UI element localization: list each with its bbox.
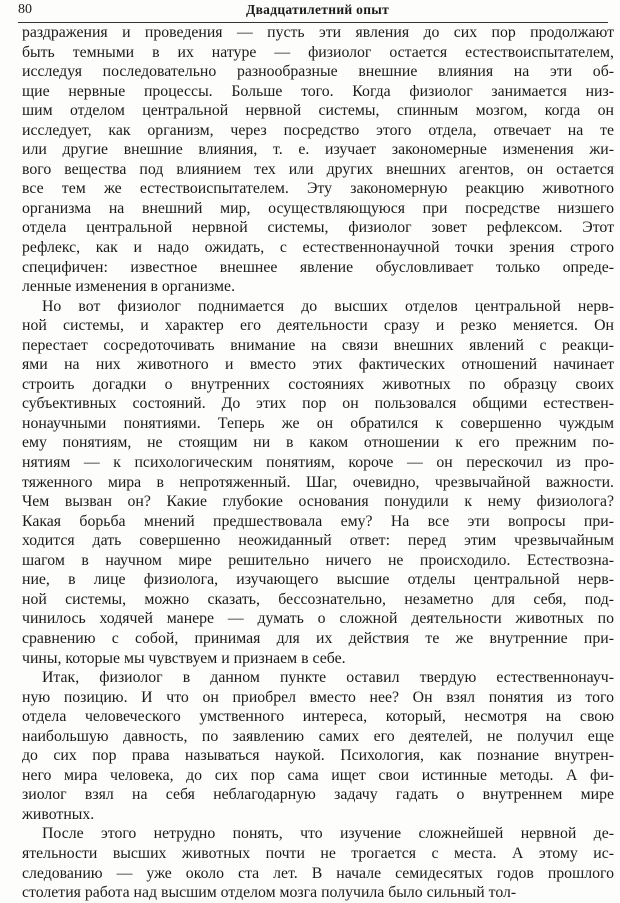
- text-line: ходится дать совершенно неожиданный ответ: перед этим чрезвычайным: [22, 532, 614, 550]
- text-line: щие нервные процессы. Больше того. Когда физиолог занимается низ-: [22, 82, 614, 100]
- text-line: ную позицию. И что он приобрел вместо нее? Он взял понятия из того: [22, 688, 614, 706]
- text-line: ленные изменения в организме.: [22, 278, 236, 296]
- text-line: или другие внешние влияния, т. е. изучает закономерные изменения жи-: [22, 141, 614, 159]
- paragraph: [22, 23, 614, 297]
- text-line: исследуя последовательно разнообразные внешние влияния на эти об-: [22, 63, 614, 81]
- running-title: Двадцатилетний опыт: [246, 2, 390, 17]
- text-line: перестает сосредоточивать внимание на связи внешних явлений с реакци-: [22, 336, 614, 354]
- text-line: рефлекс, как и надо ожидать, с естественнонаучной точки зрения строго: [22, 239, 614, 257]
- text-line: Какая борьба мнений предшествовала ему? На все эти вопросы при-: [22, 512, 614, 530]
- text-line: ной системы, можно сказать, бессознательно, незаметно для себя, под-: [22, 590, 614, 608]
- paragraph: [22, 668, 614, 824]
- page-body-text: [22, 23, 614, 903]
- text-line: зиолог взял на себя неблагодарную задачу гадать о внутреннем мире: [22, 786, 614, 804]
- text-line: чинилось ходячей манере — думать о сложной деятельности животных по: [22, 610, 614, 628]
- text-line: него мира человека, до сих пор сама ищет свои истинные методы. А фи-: [22, 766, 614, 784]
- text-line: ятельности высших животных почти не трогается с места. А этому ис-: [22, 844, 614, 862]
- text-line: столетия работа над высшим отделом мозга получила было сильный тол-: [22, 884, 517, 902]
- page-number: 80: [18, 2, 32, 17]
- text-line: быть темными в их натуре — физиолог остается естествоиспытателем,: [22, 43, 614, 61]
- text-line: вого вещества под влиянием тех или других внешних агентов, он остается: [22, 160, 614, 178]
- text-line: чины, которые мы чувствуем и признаем в себе.: [22, 649, 346, 667]
- text-line: тяженного мира в непротяженный. Шаг, очевидно, чрезвычайной важности.: [22, 473, 614, 491]
- text-line: все тем же естествоиспытателем. Эту закономерную реакцию животного: [22, 180, 614, 198]
- text-line: Чем вызван он? Какие глубокие основания понудили к нему физиолога?: [22, 493, 614, 511]
- text-line: После этого нетрудно понять, что изучение сложнейшей нервной де-: [42, 825, 614, 843]
- text-line: специфичен: известное внешнее явление обусловливает только опреде-: [22, 258, 614, 276]
- text-line: раздражения и проведения — пусть эти явления до сих пор продолжают: [22, 24, 614, 41]
- text-line: субъективных состояний. До этих пор он пользовался общими естествен-: [22, 395, 614, 413]
- text-line: сравнению с собой, принимая для их действия те же внутренние при-: [22, 629, 614, 647]
- text-line: нятиям — к психологическим понятиям, короче — он перескочил из про-: [22, 454, 614, 472]
- text-line: ему понятиям, не стоящим ни в каком отношении к его прежним по-: [22, 434, 614, 452]
- text-line: шим отделом центральной нервной системы, спинным мозгом, когда он: [22, 102, 614, 120]
- text-line: организма на внешний мир, осуществляющуюся при посредстве низшего: [22, 199, 614, 217]
- text-line: ной системы, и характер его деятельности сразу и резко меняется. Он: [22, 317, 614, 335]
- text-line: до сих пор права называться наукой. Психология, как познание внутрен-: [22, 747, 614, 765]
- paragraph: [22, 297, 614, 668]
- text-line: животных.: [22, 805, 95, 823]
- text-line: отдела человеческого умственного интереса, который, несмотря на свою: [22, 708, 614, 726]
- text-line: ние, в лице физиолога, изучающего высшие отделы центральной нерв-: [22, 571, 614, 589]
- text-line: строить догадки о внутренних состояниях животных по образцу своих: [22, 375, 614, 393]
- text-line: исследует, как организм, через посредство этого отдела, отвечает на те: [22, 121, 614, 139]
- text-line: нонаучными понятиями. Теперь же он обратился к совершенно чуждым: [22, 414, 614, 432]
- text-line: шагом в научном мире решительно ничего не происходило. Естествозна-: [22, 551, 614, 569]
- page-header: [18, 2, 608, 23]
- text-line: Итак, физиолог в данном пункте оставил твердую естественнонауч-: [42, 669, 614, 687]
- text-line: ями на них животного и вместо этих фактических отношений начинает: [22, 356, 614, 374]
- text-line: отдела центральной нервной системы, физиолог зовет рефлексом. Этот: [22, 219, 614, 237]
- text-line: наибольшую давность, по заявлению самих его деятелей, не получил еще: [22, 727, 614, 745]
- text-line: Но вот физиолог поднимается до высших отделов центральной нерв-: [42, 297, 614, 315]
- paragraph: [22, 824, 614, 902]
- text-line: следованию — уже около ста лет. В начале семидесятых годов прошлого: [22, 864, 614, 882]
